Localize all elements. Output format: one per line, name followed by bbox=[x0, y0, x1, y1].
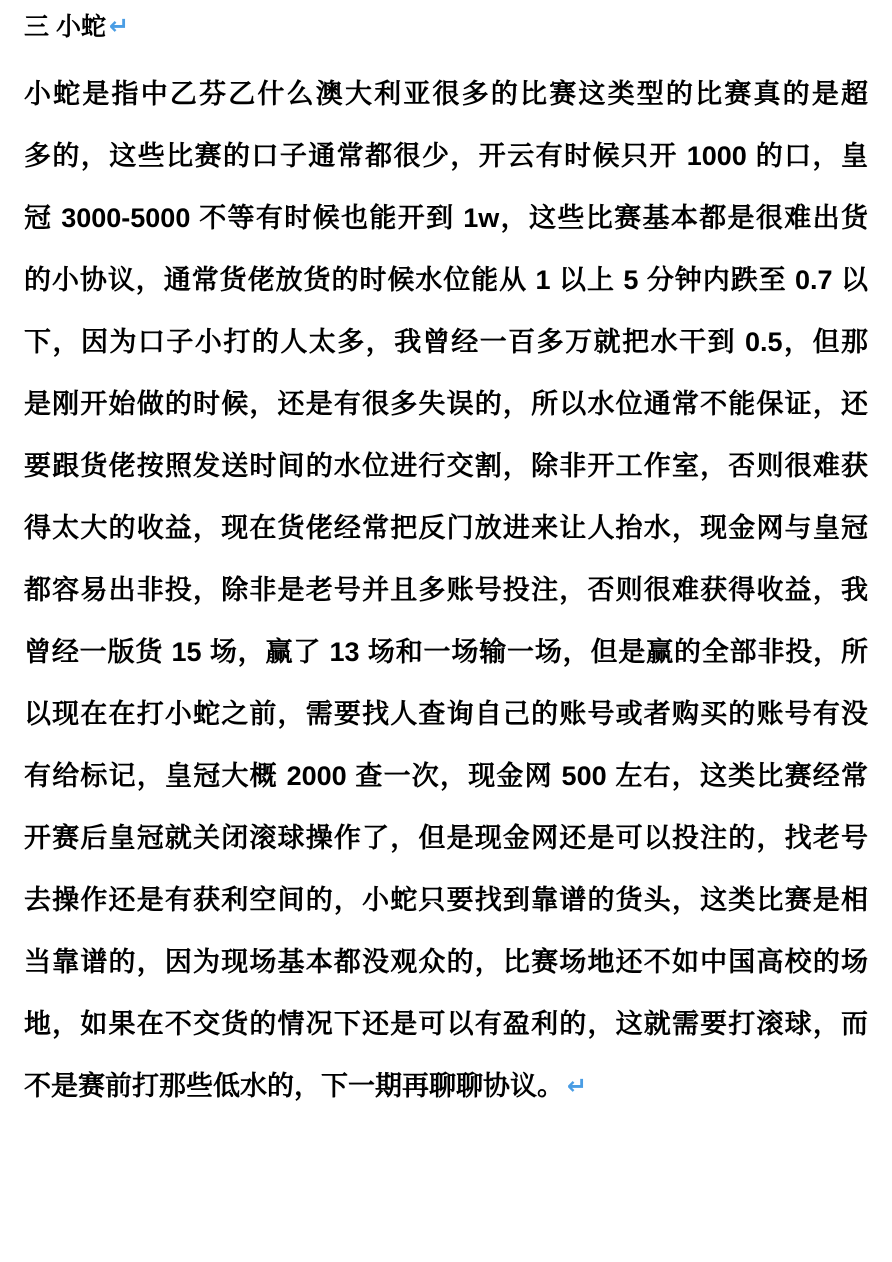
last-line-text: 不是赛前打那些低水的，下一期再聊聊协议。 bbox=[24, 1071, 564, 1101]
page-title bbox=[24, 10, 868, 44]
paragraph-line: 要跟货佬按照发送时间的水位进行交割，除非开工作室，否则很难获 bbox=[24, 451, 868, 481]
paragraph-line: 的小协议，通常货佬放货的时候水位能从 1 以上 5 分钟内跌至 0.7 以 bbox=[24, 265, 868, 295]
paragraph-line: 下，因为口子小打的人太多，我曾经一百多万就把水干到 0.5，但那 bbox=[24, 327, 868, 357]
paragraph-line: 冠 3000-5000 不等有时候也能开到 1w，这些比赛基本都是很难出货 bbox=[24, 203, 868, 233]
body-paragraph bbox=[24, 63, 868, 1117]
heading-text: 三 小蛇 bbox=[24, 13, 106, 41]
paragraph-line: 去操作还是有获利空间的，小蛇只要找到靠谱的货头，这类比赛是相 bbox=[24, 885, 868, 915]
paragraph-mark-icon: ↵ bbox=[108, 13, 130, 40]
paragraph-mark-icon: ↵ bbox=[567, 1073, 588, 1100]
paragraph-line: 有给标记，皇冠大概 2000 查一次，现金网 500 左右，这类比赛经常 bbox=[24, 761, 868, 791]
paragraph-line: 曾经一版货 15 场，赢了 13 场和一场输一场，但是赢的全部非投，所 bbox=[24, 637, 868, 667]
paragraph-line: 以现在在打小蛇之前，需要找人查询自己的账号或者购买的账号有没 bbox=[24, 699, 868, 729]
paragraph-line: 小蛇是指中乙芬乙什么澳大利亚很多的比赛这类型的比赛真的是超 bbox=[24, 79, 868, 109]
paragraph-line: 多的，这些比赛的口子通常都很少，开云有时候只开 1000 的口，皇 bbox=[24, 141, 868, 171]
paragraph-line: 是刚开始做的时候，还是有很多失误的，所以水位通常不能保证，还 bbox=[24, 389, 868, 419]
paragraph-line: 得太大的收益，现在货佬经常把反门放进来让人抬水，现金网与皇冠 bbox=[24, 513, 868, 543]
paragraph-line: 开赛后皇冠就关闭滚球操作了，但是现金网还是可以投注的，找老号 bbox=[24, 823, 868, 853]
paragraph-line: 地，如果在不交货的情况下还是可以有盈利的，这就需要打滚球，而 bbox=[24, 1009, 868, 1039]
paragraph-line: 当靠谱的，因为现场基本都没观众的，比赛场地还不如中国高校的场 bbox=[24, 947, 868, 977]
paragraph-line-last bbox=[24, 1055, 868, 1117]
paragraph-line: 都容易出非投，除非是老号并且多账号投注，否则很难获得收益，我 bbox=[24, 575, 868, 605]
